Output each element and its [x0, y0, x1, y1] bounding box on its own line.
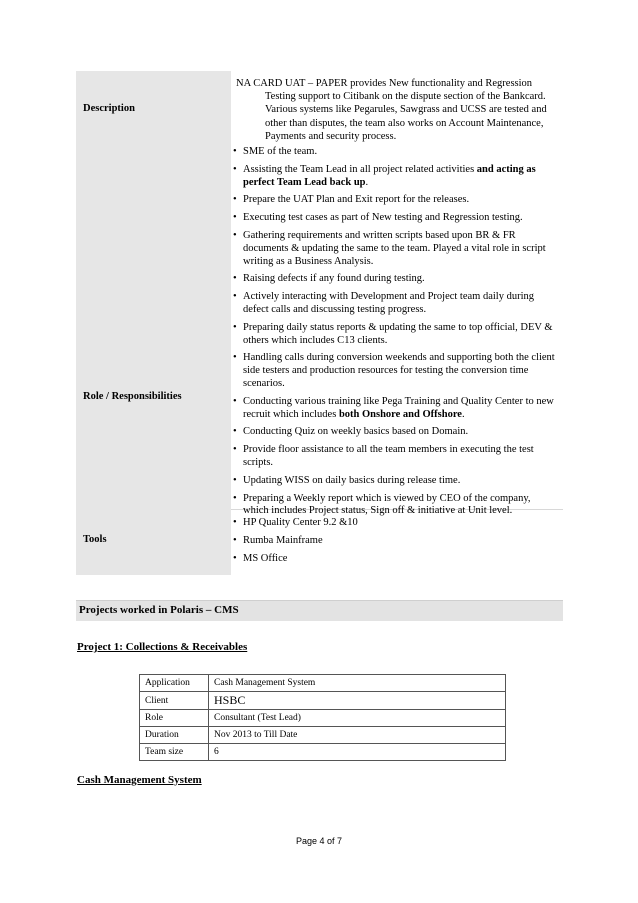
responsibilities-list	[231, 144, 563, 518]
tool-item: • MS Office	[231, 553, 563, 566]
responsibility-item: • SME of the team.	[231, 146, 563, 159]
responsibility-item: • Handling calls during conversion weekends and supporting both the client side testers and production resources for testing the conversion time scenarios.	[231, 352, 563, 390]
table-row: Application Cash Management System	[140, 675, 506, 692]
role-label: Role / Responsibilities	[83, 391, 182, 402]
responsibility-item: • Prepare the UAT Plan and Exit report for the releases.	[231, 194, 563, 207]
tools-label: Tools	[83, 534, 107, 545]
tool-item: • HP Quality Center 9.2 &10	[231, 517, 563, 530]
table-row: Role Consultant (Test Lead)	[140, 710, 506, 727]
description-label: Description	[83, 103, 135, 114]
tools-list	[231, 510, 563, 565]
responsibility-item: • Preparing daily status reports & updating the same to top official, DEV & others which includes C13 clients.	[231, 322, 563, 348]
responsibility-item: • Provide floor assistance to all the team members in executing the test scripts.	[231, 444, 563, 470]
description-text: NA CARD UAT – PAPER provides New functionality and Regression Testing support to Citibank on the dispute section of the Bankcard. Various systems like Pegarules, Sawgrass and UCSS are tested and other than disputes, the team also works on Account Maintenance, Payments and security process.	[236, 78, 547, 142]
table-row: Team size 6	[140, 744, 506, 761]
page-footer: Page 4 of 7	[295, 836, 343, 846]
responsibility-item: • Preparing a Weekly report which is viewed by CEO of the company, which includes Project status, Sign off & initiative at Unit level.	[231, 493, 563, 519]
responsibility-item: • Conducting various training like Pega Training and Quality Center to new recruit which includes both Onshore and Offshore.	[231, 396, 563, 422]
tools-row	[76, 509, 563, 575]
section-heading-bar	[76, 600, 563, 621]
project-title: Project 1: Collections & Receivables	[77, 641, 248, 653]
tool-item: • Rumba Mainframe	[231, 535, 563, 548]
responsibility-item: • Raising defects if any found during testing.	[231, 273, 563, 286]
table-row: Duration Nov 2013 to Till Date	[140, 727, 506, 744]
responsibility-item: • Assisting the Team Lead in all project related activities and acting as perfect Team Lead back up.	[231, 164, 563, 190]
responsibility-item: • Executing test cases as part of New testing and Regression testing.	[231, 212, 563, 225]
section-heading: Projects worked in Polaris – CMS	[79, 604, 239, 616]
table-row: Client HSBC	[140, 692, 506, 710]
responsibility-item: • Conducting Quiz on weekly basics based on Domain.	[231, 426, 563, 439]
responsibility-item: • Actively interacting with Development and Project team daily during defect calls and discussing testing progress.	[231, 291, 563, 317]
experience-table	[76, 71, 563, 575]
subheading: Cash Management System	[77, 774, 202, 786]
role-row	[76, 144, 563, 517]
description-row	[76, 71, 563, 144]
project-info-table	[139, 674, 506, 761]
responsibility-item: • Gathering requirements and written scripts based upon BR & FR documents & updating the same to the team. Played a vital role in script writing as a Business Analysis.	[231, 230, 563, 268]
responsibility-item: • Updating WISS on daily basics during release time.	[231, 475, 563, 488]
